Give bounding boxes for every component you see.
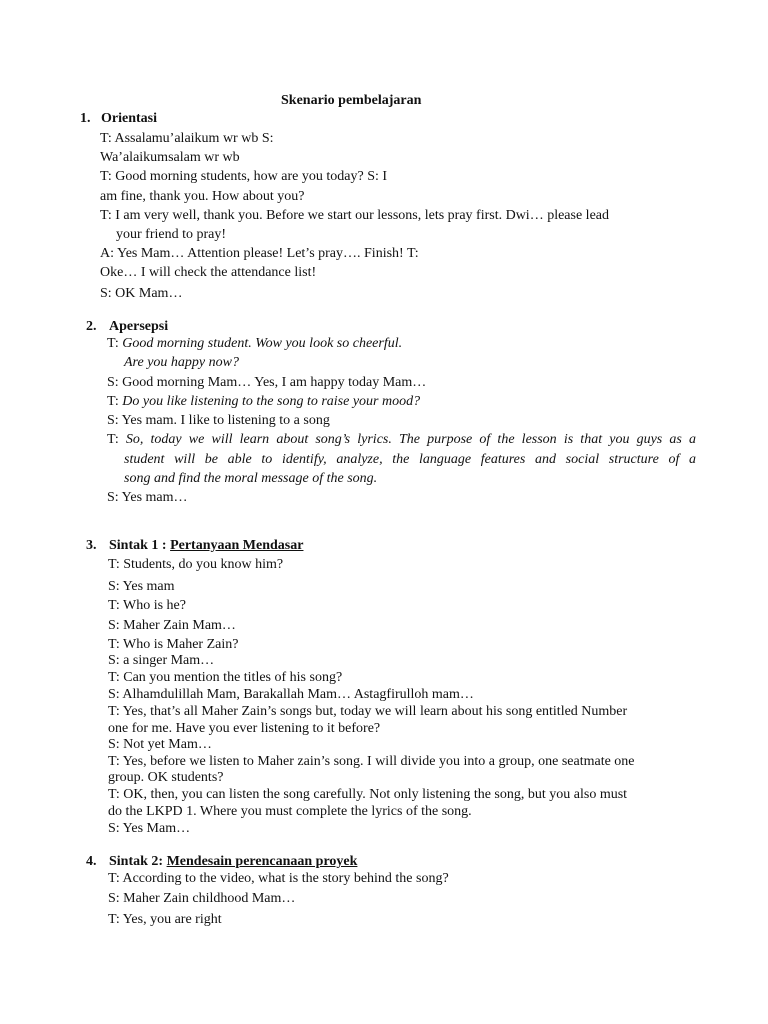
dialogue-line: song and find the moral message of the song. — [124, 471, 378, 486]
dialogue-line: T: Can you mention the titles of his song? — [108, 670, 343, 685]
section-3-heading — [109, 537, 303, 555]
dialogue-line: your friend to pray! — [116, 227, 227, 242]
dialogue-line: Wa’alaikumsalam wr wb — [100, 150, 240, 165]
heading-underlined: Mendesain perencanaan proyek — [166, 854, 358, 869]
dialogue-line: S: Maher Zain Mam… — [108, 618, 236, 633]
dialogue-line: S: Alhamdulillah Mam, Barakallah Mam… Astagfirulloh mam… — [108, 687, 474, 702]
dialogue-line: S: Yes mam. I like to listening to a song — [107, 413, 330, 428]
dialogue-line: S: Yes Mam… — [108, 821, 191, 836]
dialogue-line: student will be able to identify, analyze, the language features and social structure of a — [124, 452, 696, 467]
section-3-number: 3. — [86, 538, 97, 553]
heading-prefix: Sintak 2: — [109, 854, 167, 869]
dialogue-line: S: Yes mam… — [107, 490, 188, 505]
heading-prefix: Sintak 1 : — [109, 538, 171, 553]
section-4-heading — [109, 853, 357, 871]
dialogue-line — [107, 431, 696, 449]
italic-text: Good morning student. Wow you look so cheerful. — [122, 336, 403, 351]
section-2-number: 2. — [86, 319, 97, 334]
dialogue-line: T: Yes, before we listen to Maher zain’s song. I will divide you into a group, one seatmate one — [108, 754, 635, 769]
dialogue-line: S: Good morning Mam… Yes, I am happy today Mam… — [107, 375, 427, 390]
section-4-number: 4. — [86, 854, 97, 869]
dialogue-line: T: Yes, that’s all Maher Zain’s songs but, today we will learn about his song entitled Number — [108, 704, 628, 719]
dialogue-line: S: a singer Mam… — [108, 653, 215, 668]
dialogue-line — [107, 335, 402, 353]
dialogue-line: Oke… I will check the attendance list! — [100, 265, 317, 280]
speaker-prefix: T: — [107, 394, 123, 409]
dialogue-line: group. OK students? — [108, 770, 224, 785]
section-2-heading: Apersepsi — [109, 319, 169, 334]
dialogue-line: one for me. Have you ever listening to it before? — [108, 721, 381, 736]
dialogue-line: T: OK, then, you can listen the song carefully. Not only listening the song, but you also must — [108, 787, 628, 802]
dialogue-line: S: Maher Zain childhood Mam… — [108, 891, 296, 906]
dialogue-line: S: OK Mam… — [100, 286, 183, 301]
dialogue-line: do the LKPD 1. Where you must complete the lyrics of the song. — [108, 804, 472, 819]
page-title: Skenario pembelajaran — [281, 93, 422, 108]
dialogue-line — [107, 393, 420, 411]
italic-text: Do you like listening to the song to raise your mood? — [122, 394, 421, 409]
dialogue-line: T: Assalamu’alaikum wr wb S: — [100, 131, 274, 146]
dialogue-line: T: According to the video, what is the story behind the song? — [108, 871, 449, 886]
dialogue-line: T: Who is Maher Zain? — [108, 637, 239, 652]
dialogue-line: S: Yes mam — [108, 579, 175, 594]
dialogue-line: A: Yes Mam… Attention please! Let’s pray…. Finish! T: — [100, 246, 419, 261]
dialogue-line: T: Who is he? — [108, 598, 186, 613]
dialogue-line: T: Good morning students, how are you today? S: I — [100, 169, 388, 184]
dialogue-line: T: Yes, you are right — [108, 912, 222, 927]
section-1-heading: Orientasi — [101, 111, 157, 126]
dialogue-line: T: I am very well, thank you. Before we start our lessons, lets pray first. Dwi… please lead — [100, 208, 609, 223]
section-1-number: 1. — [80, 111, 91, 126]
dialogue-line: Are you happy now? — [124, 355, 239, 370]
dialogue-line: S: Not yet Mam… — [108, 737, 212, 752]
speaker-prefix: T: — [107, 432, 126, 447]
dialogue-line: am fine, thank you. How about you? — [100, 189, 305, 204]
dialogue-line: T: Students, do you know him? — [108, 557, 284, 572]
heading-underlined: Pertanyaan Mendasar — [170, 538, 304, 553]
italic-text: So, today we will learn about song’s lyrics. The purpose of the lesson is that you guys as a — [125, 432, 696, 447]
speaker-prefix: T: — [107, 336, 123, 351]
